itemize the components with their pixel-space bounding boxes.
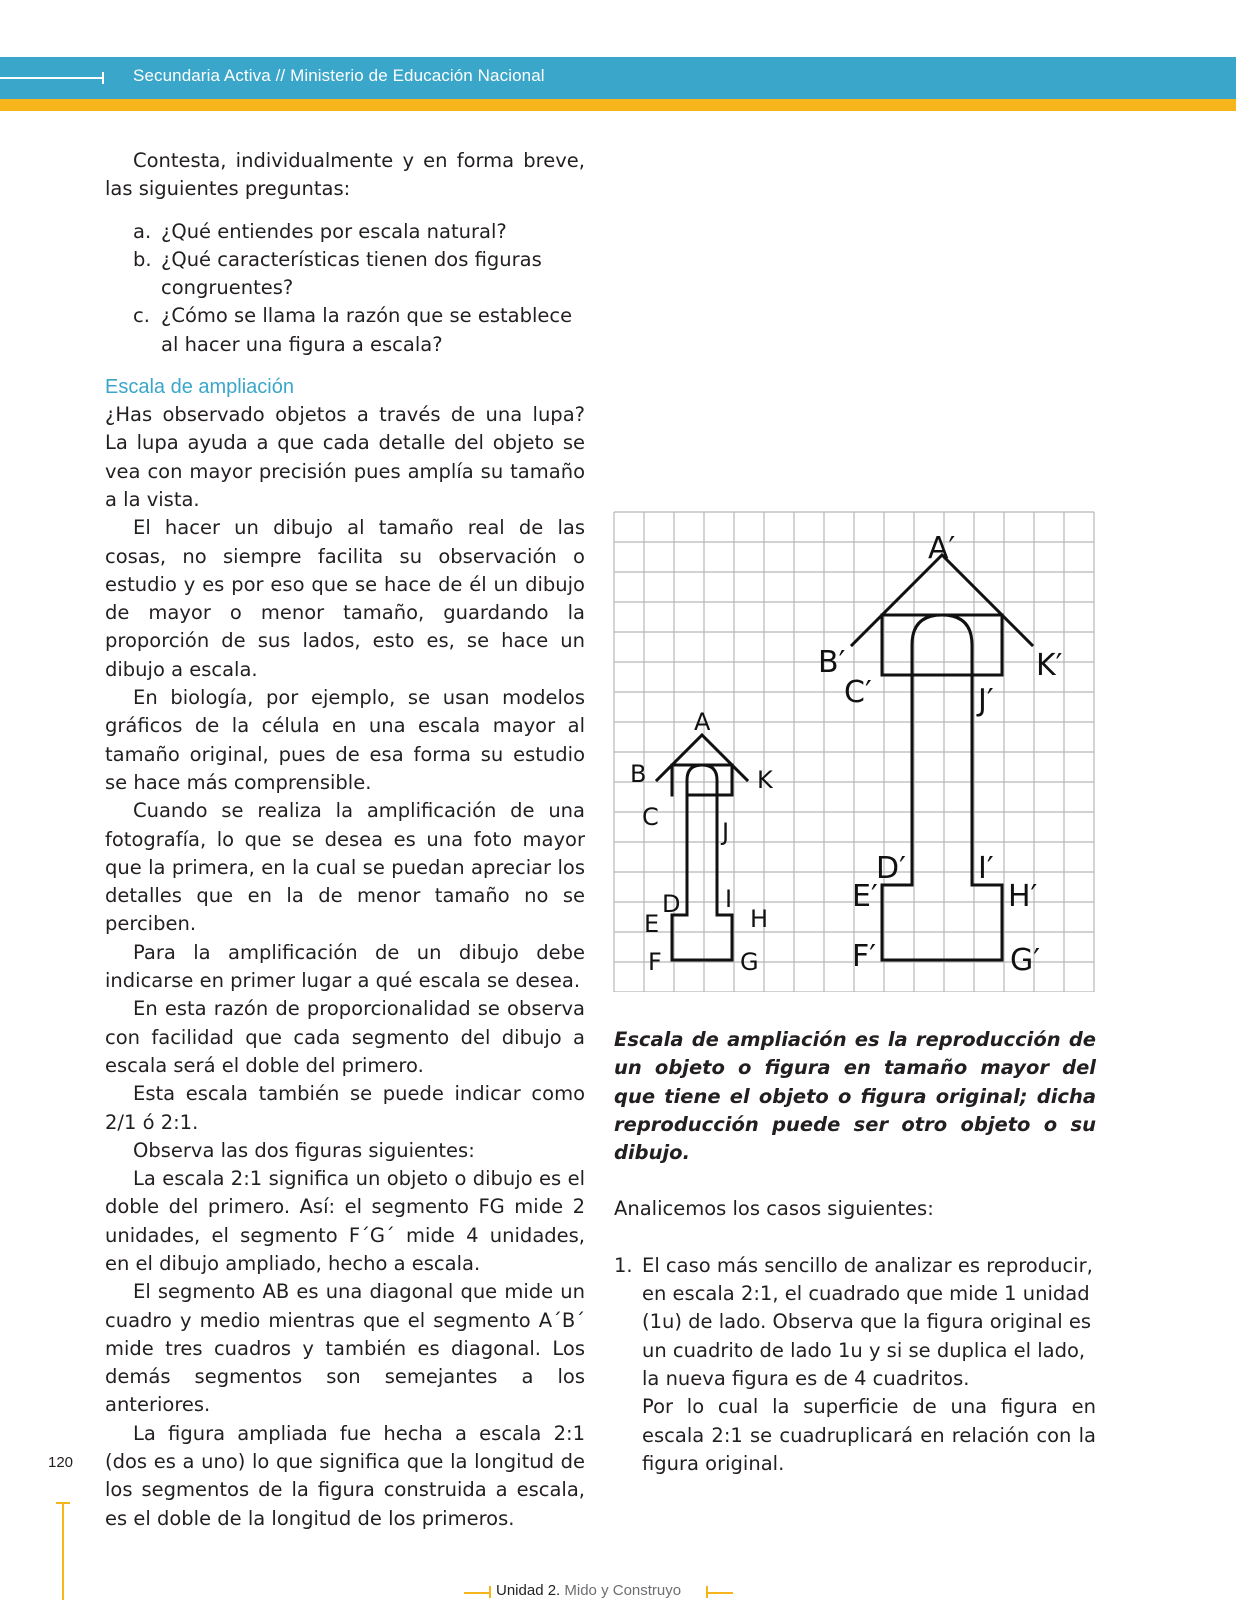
analysis-item-text: El caso más sencillo de analizar es reproducir, en escala 2:1, el cuadrado que mide 1 unidad (1u) de lado. Observa que la figura original es un cuadrito de lado 1u y si se duplica el lado, la nueva figura es de 4 cuadritos. bbox=[642, 1253, 1093, 1390]
paragraph: Cuando se realiza la amplificación de una fotografía, lo que se desea es una foto mayor que la primera, en la cual se puedan apreciar los detalles que en la de menor tamaño no se perciben. bbox=[105, 799, 585, 936]
section-title: Escala de ampliación bbox=[105, 376, 294, 399]
page-number: 120 bbox=[48, 1454, 74, 1471]
footer-rule-right bbox=[707, 1592, 733, 1594]
definition-text: Escala de ampliación es la reproducción de un objeto o figura en tamaño mayor del que tiene el objeto o figura original; dicha reproducción puede ser otro objeto o su dibujo. bbox=[614, 1028, 1096, 1165]
large-house-door bbox=[912, 615, 972, 675]
label-F-prime: F′ bbox=[852, 939, 877, 974]
question-item bbox=[133, 246, 585, 303]
label-C: C bbox=[642, 803, 659, 831]
question-label: b. bbox=[133, 247, 152, 271]
paragraph: En esta razón de proporcionalidad se observa con facilidad que cada segmento del dibujo a escala será el doble del primero. bbox=[105, 997, 585, 1077]
label-A: A bbox=[694, 708, 711, 736]
footer-rule-left bbox=[464, 1592, 490, 1594]
intro-text: Contesta, individualmente y en forma breve, las siguientes preguntas: bbox=[105, 149, 585, 201]
scale-figure bbox=[612, 510, 1096, 992]
footer-unit: Unidad 2. bbox=[496, 1582, 561, 1599]
label-K: K bbox=[757, 766, 773, 794]
small-house-outline bbox=[672, 765, 732, 960]
header-accent-stripe bbox=[0, 99, 1236, 111]
paragraph: ¿Has observado objetos a través de una lupa? La lupa ayuda a que cada detalle del objeto se vea con mayor precisión pues amplía su tamaño a la vista. bbox=[105, 403, 585, 511]
analysis-intro: Analicemos los casos siguientes: bbox=[614, 1197, 934, 1221]
label-D-prime: D′ bbox=[876, 851, 906, 886]
question-item bbox=[133, 302, 585, 359]
analysis-item-number: 1. bbox=[614, 1253, 633, 1277]
label-K-prime: K′ bbox=[1036, 648, 1063, 683]
question-text: ¿Qué entiendes por escala natural? bbox=[161, 219, 507, 243]
question-list bbox=[133, 218, 585, 359]
header-rule bbox=[0, 77, 102, 79]
paragraph: Para la amplificación de un dibujo debe indicarse en primer lugar a qué escala se desea. bbox=[105, 940, 585, 993]
large-house-outline bbox=[882, 615, 1002, 675]
label-B-prime: B′ bbox=[818, 645, 846, 680]
paragraph: En biología, por ejemplo, se usan modelos gráficos de la célula en una escala mayor al tamaño original, pues de esa forma su estudio se hace más comprensible. bbox=[105, 686, 585, 794]
label-J: J bbox=[722, 818, 730, 846]
right-column bbox=[614, 1026, 1096, 1478]
label-E-prime: E′ bbox=[852, 879, 878, 914]
analysis-item bbox=[614, 1252, 1096, 1478]
left-column bbox=[105, 147, 585, 1533]
label-F: F bbox=[648, 948, 662, 976]
paragraph: La escala 2:1 significa un objeto o dibujo es el doble del primero. Así: el segmento FG mide 2 unidades, el segmento F´G´ mide 4 unidades, en el dibujo ampliado, hecho a escala. bbox=[105, 1167, 585, 1275]
label-J-prime: J′ bbox=[978, 683, 994, 718]
paragraph: Observa las dos figuras siguientes: bbox=[133, 1138, 475, 1162]
label-E: E bbox=[644, 910, 660, 938]
label-I-prime: I′ bbox=[978, 851, 994, 886]
label-A-prime: A′ bbox=[928, 531, 956, 566]
question-text: ¿Cómo se llama la razón que se establece al hacer una figura a escala? bbox=[161, 304, 573, 356]
analysis-item-continuation: Por lo cual la superficie de una figura en escala 2:1 se cuadruplicará en relación con la figura original. bbox=[642, 1395, 1096, 1475]
question-label: c. bbox=[133, 304, 150, 328]
question-item bbox=[133, 218, 585, 246]
label-G: G bbox=[740, 948, 759, 976]
paragraph: La figura ampliada fue hecha a escala 2:1 (dos es a uno) lo que significa que la longitud de los segmentos de la figura construida a escala, es el doble de la longitud de los primeros. bbox=[105, 1421, 585, 1530]
small-house-door bbox=[687, 765, 717, 795]
footer-margin-line bbox=[62, 1503, 64, 1600]
label-D: D bbox=[662, 890, 681, 918]
footer-unit-title bbox=[496, 1582, 681, 1599]
footer-title: Mido y Construyo bbox=[564, 1582, 682, 1599]
paragraph: El hacer un dibujo al tamaño real de las cosas, no siempre facilita su observación o estudio y es por eso que se hace de él un dibujo de mayor o menor tamaño, guardando la proporción de sus lados, esto es, se hace un dibujo a escala. bbox=[105, 516, 585, 681]
paragraph: Esta escala también se puede indicar como 2/1 ó 2:1. bbox=[105, 1082, 585, 1134]
paragraph: El segmento AB es una diagonal que mide un cuadro y medio mientras que el segmento A´B´ mide tres cuadros y también es diagonal. Los demás segmentos son semejantes a los anteriores. bbox=[105, 1280, 585, 1417]
header-title: Secundaria Activa // Ministerio de Educación Nacional bbox=[133, 66, 545, 85]
label-H-prime: H′ bbox=[1008, 879, 1038, 914]
label-H: H bbox=[750, 905, 769, 933]
label-G-prime: G′ bbox=[1010, 943, 1041, 978]
label-C-prime: C′ bbox=[844, 675, 872, 710]
question-text: ¿Qué características tienen dos figuras congruentes? bbox=[161, 247, 542, 300]
label-B: B bbox=[630, 760, 647, 788]
footer-rule-left-tick bbox=[489, 1586, 491, 1598]
header-rule-tick bbox=[102, 72, 104, 84]
label-I: I bbox=[725, 885, 733, 913]
question-label: a. bbox=[133, 219, 152, 243]
